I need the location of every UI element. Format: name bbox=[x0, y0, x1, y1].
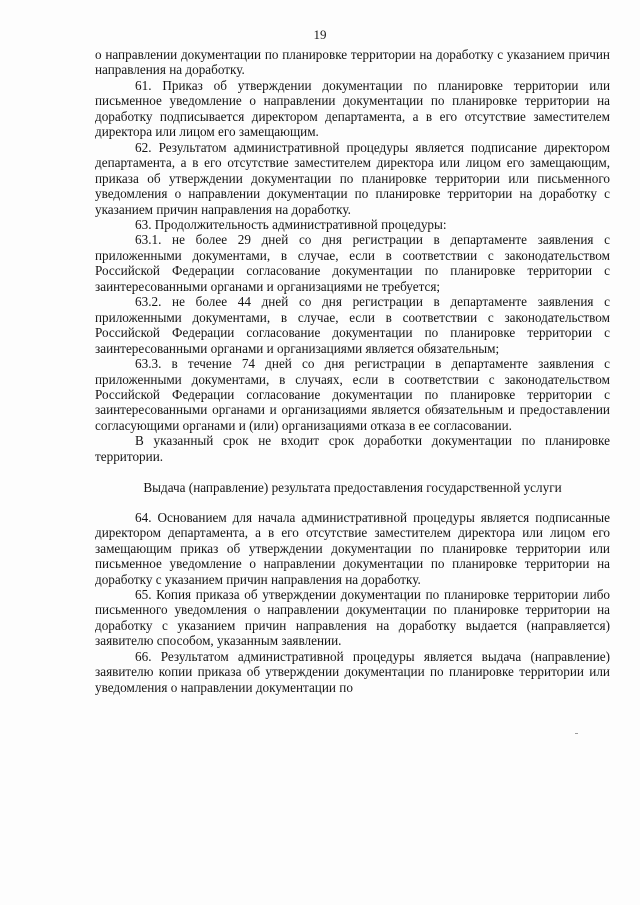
paragraph: 62. Результатом административной процедуры является подписание директором департамента, а в его отсутствие заместителем директора или лицом его замещающим, приказа об утверждении документации по планировке территории или письменного уведомления о направлении документации по планировке территории на доработку с указанием причин направления на доработку. bbox=[95, 139, 610, 217]
paragraph: 64. Основанием для начала административной процедуры является подписанные директором департамента, а в его отсутствие заместителем директора или лицом его замещающим приказ об утверждении документации по планировке территории или письменное уведомление о направлении документации по планировке территории на доработку с указанием причин направления на доработку. bbox=[95, 509, 610, 587]
section-heading: Выдача (направление) результата предоставления государственной услуги bbox=[143, 480, 562, 496]
paragraph-group-after-heading bbox=[95, 510, 610, 695]
paragraph: 63.1. не более 29 дней со дня регистрации в департаменте заявления с приложенными документами, в случае, если в соответствии с законодательством Российской Федерации согласование документации по планировке территории с заинтересованными органами и организациями не требуется; bbox=[95, 232, 610, 294]
paragraph: 66. Результатом административной процедуры является выдача (направление) заявителю копии приказа об утверждении документации по планировке территории или уведомления о направлении документации по bbox=[95, 648, 610, 695]
paragraph: 65. Копия приказа об утверждении документации по планировке территории либо письменного уведомления о направлении документации по планировке территории на доработку с указанием причин направления на доработку выдается (направляется) заявителю способом, указанным заявлении. bbox=[95, 586, 610, 649]
paragraph: о направлении документации по планировке территории на доработку с указанием причин направления на доработку. bbox=[95, 47, 610, 78]
paragraph: В указанный срок не входит срок доработки документации по планировке территории. bbox=[95, 433, 610, 464]
scan-artifact bbox=[575, 733, 578, 734]
document-body bbox=[95, 47, 610, 695]
page-number: 19 bbox=[313, 27, 327, 42]
paragraph: 61. Приказ об утверждении документации по планировке территории или письменное уведомление о направлении документации по планировке территории на доработку подписывается директором департамента, а в его отсутствие заместителем директора или лицом его замещающим. bbox=[95, 77, 610, 140]
paragraph: 63.3. в течение 74 дней со дня регистрации в департаменте заявления с приложенными документами, в случаях, если в соответствии с законодательством Российской Федерации согласование документации по планировке территории с заинтересованными органами и организациями является обязательным и предоставлении согласующими органами и (или) организациями отказа в ее согласовании. bbox=[95, 356, 610, 433]
paragraph: 63. Продолжительность административной процедуры: bbox=[135, 216, 447, 232]
paragraph: 63.2. не более 44 дней со дня регистрации в департаменте заявления с приложенными документами, в случае, если в соответствии с законодательством Российской Федерации согласование документации по планировке территории с заинтересованными органами и организациями является обязательным; bbox=[95, 294, 610, 356]
paragraph-group-before-heading bbox=[95, 47, 610, 464]
